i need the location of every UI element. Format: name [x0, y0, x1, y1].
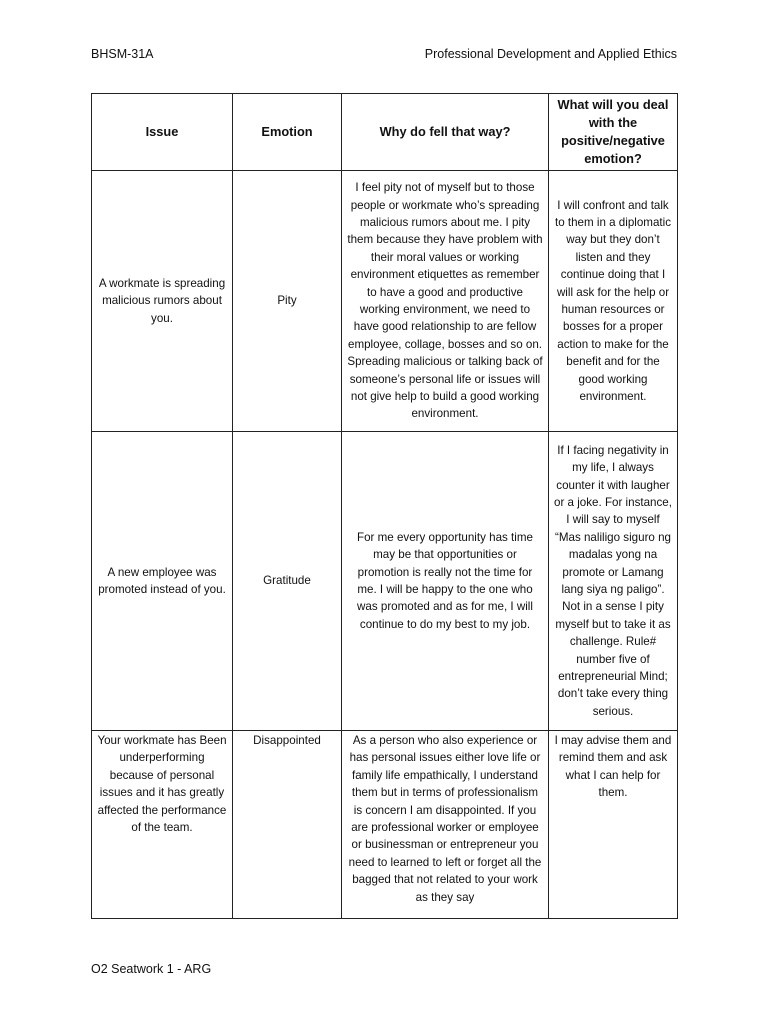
why-cell: I feel pity not of myself but to those people or workmate who’s spreading malicious rumors about me. I pity them because they have problem with their moral values or working environment etiquettes as remember to have a good and productive working environment, we need to have good relationship to are fellow employee, collage, bosses and so on. Spreading malicious or talking back of someone’s personal life or issues will not give help to build a good working environment.: [342, 171, 549, 432]
why-cell: As a person who also experience or has personal issues either love life or family life empathically, I understand them but in terms of professionalism is concern I am disappointed. If you are professional worker or employee or businessman or entrepreneur you need to learned to left or forget all the bagged that not related to your work as they say: [342, 731, 549, 919]
deal-cell: I will confront and talk to them in a diplomatic way but they don’t listen and they continue doing that I will ask for the help or human resources or bosses for a proper action to make for the benefit and for the good working environment.: [549, 171, 678, 432]
deal-cell: I may advise them and remind them and ask what I can help for them.: [549, 731, 678, 919]
course-title: Professional Development and Applied Ethics: [424, 47, 677, 61]
table-row: [92, 432, 678, 731]
table-header-row: [92, 94, 678, 171]
emotion-cell: Gratitude: [233, 432, 342, 731]
page-footer: O2 Seatwork 1 - ARG: [91, 962, 212, 976]
emotion-cell: Pity: [233, 171, 342, 432]
page-header: [91, 47, 677, 61]
deal-cell: If I facing negativity in my life, I always counter it with laugher or a joke. For instance, I will say to myself “Mas naliligo siguro ng madalas yong na promote or Lamang lang siya ng paligo”. Not in a sense I pity myself but to take it as challenge. Rule# number five of entrepreneurial Mind; don’t take every thing serious.: [549, 432, 678, 731]
issue-cell: Your workmate has Been underperforming because of personal issues and it has greatly affected the performance of the team.: [92, 731, 233, 919]
emotion-cell: Disappointed: [233, 731, 342, 919]
course-code: BHSM-31A: [91, 47, 154, 61]
why-cell: For me every opportunity has time may be that opportunities or promotion is really not the time for me. I will be happy to the one who was promoted and as for me, I will continue to do my best to my job.: [342, 432, 549, 731]
column-header-why: Why do fell that way?: [342, 94, 549, 171]
column-header-issue: Issue: [92, 94, 233, 171]
column-header-deal: What will you deal with the positive/negative emotion?: [549, 94, 678, 171]
column-header-emotion: Emotion: [233, 94, 342, 171]
seatwork-table: [91, 93, 678, 919]
issue-cell: A workmate is spreading malicious rumors about you.: [92, 171, 233, 432]
table-row: [92, 171, 678, 432]
table-row: [92, 731, 678, 919]
issue-cell: A new employee was promoted instead of you.: [92, 432, 233, 731]
